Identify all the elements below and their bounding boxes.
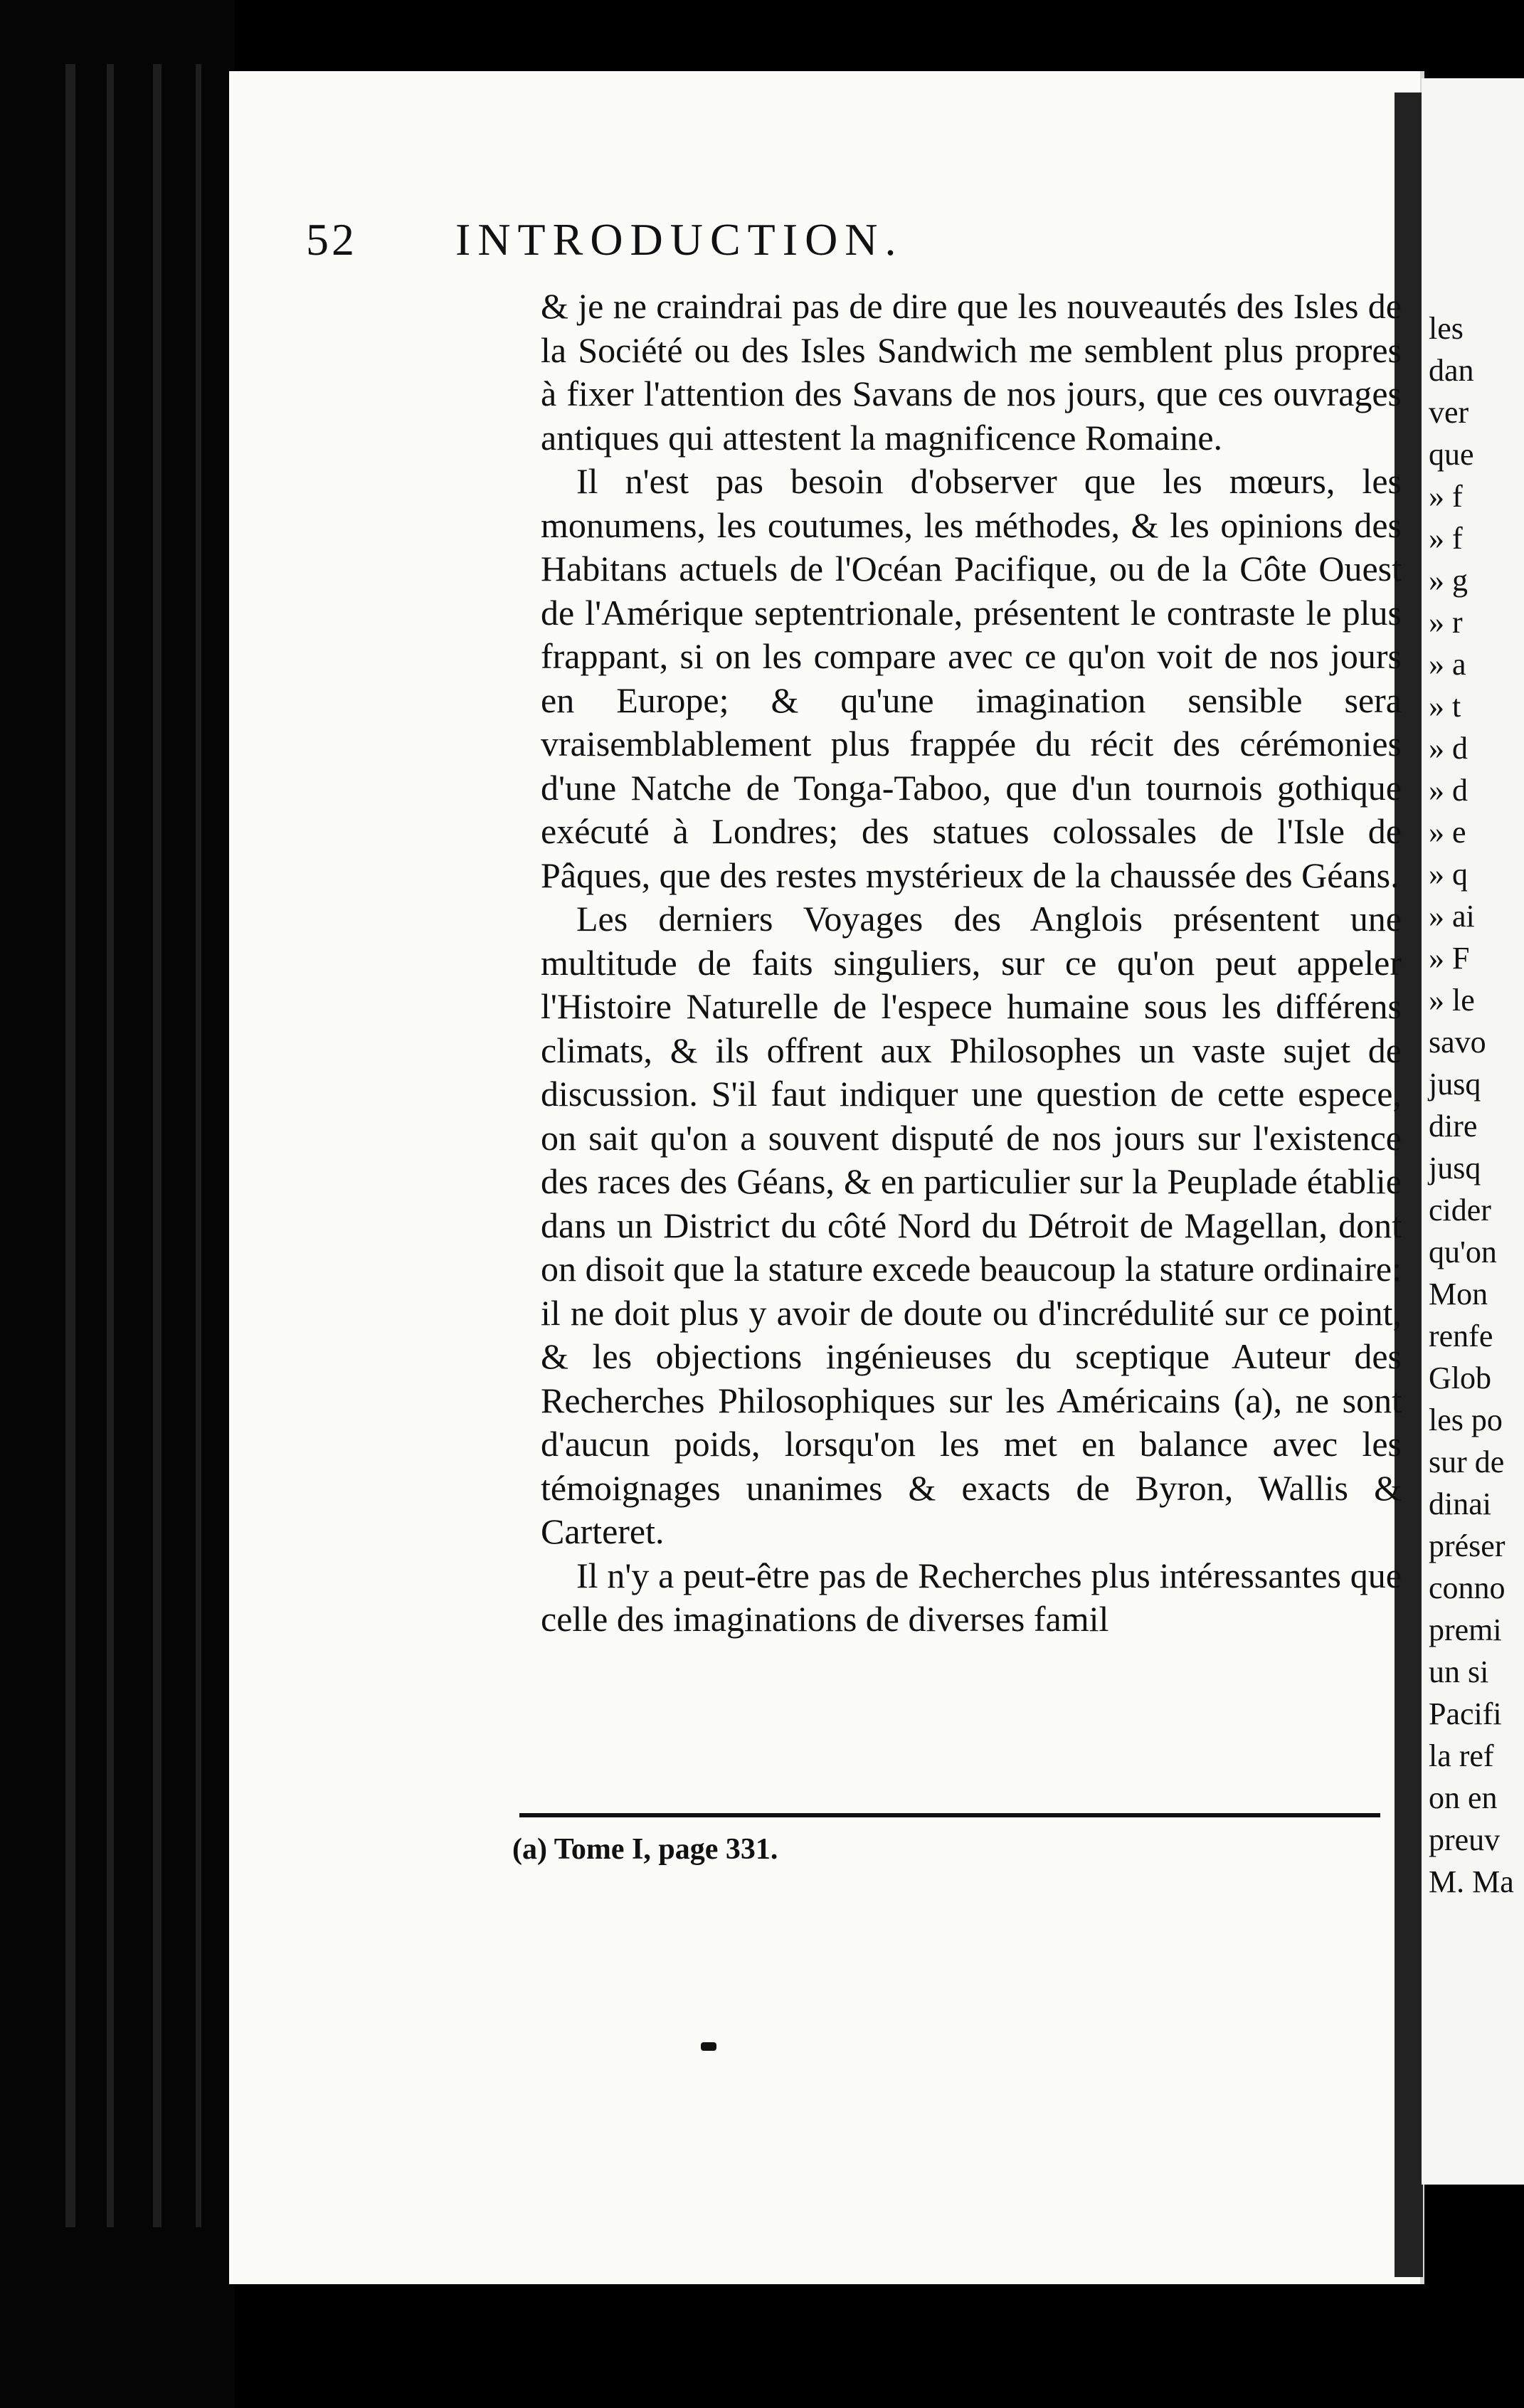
binding-edge-stripe <box>153 64 162 2227</box>
facing-page-line: Glob <box>1429 1361 1491 1395</box>
facing-page-line: ver <box>1429 395 1469 430</box>
binding-edge-stripe <box>107 64 114 2227</box>
binding-edge-stripe <box>196 64 201 2227</box>
paragraph: Il n'est pas besoin d'observer que les mœurs, les monumens, les coutumes, les méthodes, & les opinions des Habitans actuels de l'Océan Pacifique, ou de la Côte Ouest de l'Amérique septentrionale, présentent le contraste le plus frappant, si on les compare avec ce qu'on voit de nos jours en Europe; & qu'une imagination sensible sera vraisemblablement plus frappée du récit des cérémonies d'une Natche de Tonga-Taboo, que d'un tournois gothique exécuté à Londres; des statues colossales de l'Isle de Pâques, que des restes mystérieux de la chaussée des Géans. <box>541 461 1402 895</box>
ink-mark <box>701 2042 716 2051</box>
paragraph: Les derniers Voyages des Anglois présentent une multitude de faits singuliers, sur ce qu'on peut appeler l'Histoire Naturelle de l'espece humaine sous les différens climats, & ils offrent aux Philosophes un vaste sujet de discussion. S'il faut indiquer une question de cette espece, on sait qu'on a souvent disputé de nos jours sur l'existence des races des Géans, & en particulier sur la Peuplade établie dans un District du côté Nord du Détroit de Magellan, dont on disoit que la stature excede beaucoup la stature ordinaire: il ne doit plus y avoir de doute ou d'incrédulité sur ce point, & les objections ingénieuses du sceptique Auteur des Recherches Philosophiques sur les Américains (a), ne sont d'aucun poids, lorsqu'on les met en balance avec les témoignages unanimes & exacts de Byron, Wallis & Carteret. <box>541 899 1402 1551</box>
facing-page-line: la ref <box>1429 1738 1494 1773</box>
paragraph: & je ne craindrai pas de dire que les nouveautés des Isles de la Société ou des Isles Sandwich me semblent plus propres à fixer l'attention des Savans de nos jours, que ces ouvrages antiques qui attestent la magnificence Romaine. <box>541 286 1402 458</box>
facing-page-line: les po <box>1429 1403 1503 1437</box>
facing-page-line: dire <box>1429 1109 1478 1144</box>
binding-edge-stripe <box>65 64 75 2227</box>
facing-page-line: » le <box>1429 983 1475 1018</box>
footnote-rule <box>519 1813 1380 1817</box>
facing-page-line: jusq <box>1429 1067 1481 1102</box>
facing-page-line: Pacifi <box>1429 1696 1502 1731</box>
facing-page-line: sur de <box>1429 1445 1505 1479</box>
facing-page-line: » d <box>1429 731 1468 766</box>
facing-page-line: on en <box>1429 1780 1498 1815</box>
page-number: 52 <box>306 214 357 265</box>
facing-page-line: » a <box>1429 647 1466 682</box>
facing-page-line: que <box>1429 437 1474 472</box>
facing-page-line: » r <box>1429 605 1463 640</box>
facing-page-line: qu'on <box>1429 1235 1497 1269</box>
facing-page-line: » q <box>1429 857 1468 892</box>
body-text <box>541 285 1402 1642</box>
facing-page-line: dan <box>1429 353 1474 388</box>
facing-page-line: les <box>1429 311 1464 346</box>
footnote: (a) Tome I, page 331. <box>512 1833 778 1866</box>
facing-page-line: » f <box>1429 479 1463 514</box>
facing-page-line: » f <box>1429 521 1463 556</box>
facing-page-line: cider <box>1429 1193 1491 1227</box>
facing-page-line: dinai <box>1429 1486 1491 1521</box>
facing-page-line: » g <box>1429 563 1468 598</box>
running-title: INTRODUCTION. <box>455 214 904 265</box>
book-binding <box>0 0 235 2408</box>
paragraph: Il n'y a peut-être pas de Recherches plus intéressantes que celle des imaginations de diverses famil <box>541 1555 1402 1639</box>
facing-page-line: » ai <box>1429 899 1475 934</box>
facing-page-line: renfe <box>1429 1319 1493 1353</box>
facing-page-line: premi <box>1429 1612 1502 1647</box>
facing-page-line: préser <box>1429 1528 1506 1563</box>
facing-page-line: jusq <box>1429 1151 1481 1185</box>
facing-page-line: conno <box>1429 1570 1506 1605</box>
facing-page-line: preuv <box>1429 1822 1501 1857</box>
facing-page-line: savo <box>1429 1025 1486 1060</box>
facing-page-line: » e <box>1429 815 1466 850</box>
facing-page-line: Mon <box>1429 1277 1488 1311</box>
facing-page-line: » d <box>1429 773 1468 808</box>
facing-page <box>1422 78 1524 2185</box>
facing-page-line: un si <box>1429 1654 1489 1689</box>
facing-page-line: » F <box>1429 941 1470 976</box>
facing-page-line: M. Ma <box>1429 1864 1514 1899</box>
facing-page-line: » t <box>1429 689 1461 724</box>
